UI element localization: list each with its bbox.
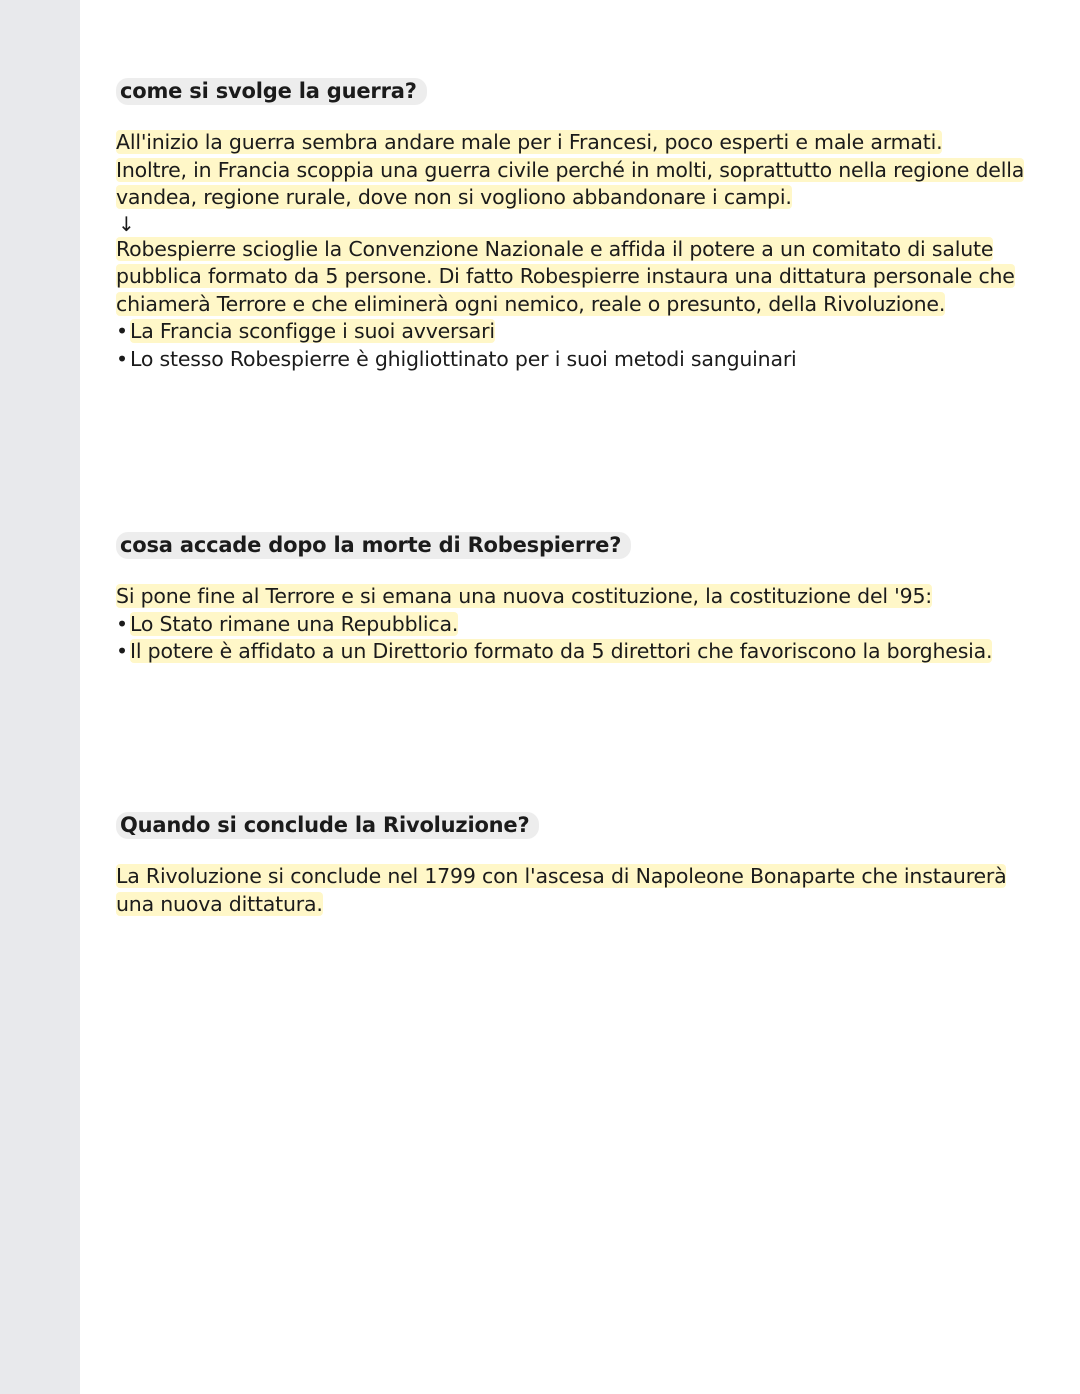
paragraph-napoleon: La Rivoluzione si conclude nel 1799 con l'ascesa di Napoleone Bonaparte che instaurerà una nuova dittatura.	[116, 864, 1007, 916]
list-item: • Il potere è affidato a un Direttorio formato da 5 direttori che favoriscono la borghesia.	[116, 638, 1046, 666]
paragraph-war-start: All'inizio la guerra sembra andare male per i Francesi, poco esperti e male armati.	[116, 130, 943, 154]
paragraph-civil-war: Inoltre, in Francia scoppia una guerra civile perché in molti, soprattutto nella regione della vandea, regione rurale, dove non si vogliono abbandonare i campi.	[116, 157, 1025, 209]
down-arrow-icon: ↓	[118, 211, 135, 236]
bullet-icon: •	[116, 639, 128, 663]
section-question: Quando si conclude la Rivoluzione?	[116, 812, 539, 839]
section-question: come si svolge la guerra?	[116, 78, 427, 105]
section-conclusion	[116, 812, 1046, 918]
bullet-icon: •	[116, 346, 128, 371]
list-item: • Lo stesso Robespierre è ghigliottinato per i suoi metodi sanguinari	[116, 346, 1046, 374]
section-war	[116, 78, 1046, 373]
section-after-robespierre	[116, 532, 1046, 666]
paragraph-constitution: Si pone fine al Terrore e si emana una nuova costituzione, la costituzione del '95:	[116, 584, 933, 608]
section-question: cosa accade dopo la morte di Robespierre?	[116, 532, 631, 559]
paragraph-robespierre: Robespierre scioglie la Convenzione Nazionale e affida il potere a un comitato di salute pubblica formato da 5 persone. Di fatto Robespierre instaura una dittatura personale che chiamerà Terrore e che eliminerà ogni nemico, reale o presunto, della Rivoluzione.	[116, 236, 1015, 316]
notes-page	[80, 0, 1080, 1394]
bullet-icon: •	[116, 319, 128, 343]
list-item: • La Francia sconfigge i suoi avversari	[116, 318, 1046, 346]
bullet-icon: •	[116, 611, 128, 636]
list-item: • Lo Stato rimane una Repubblica.	[116, 611, 1046, 639]
